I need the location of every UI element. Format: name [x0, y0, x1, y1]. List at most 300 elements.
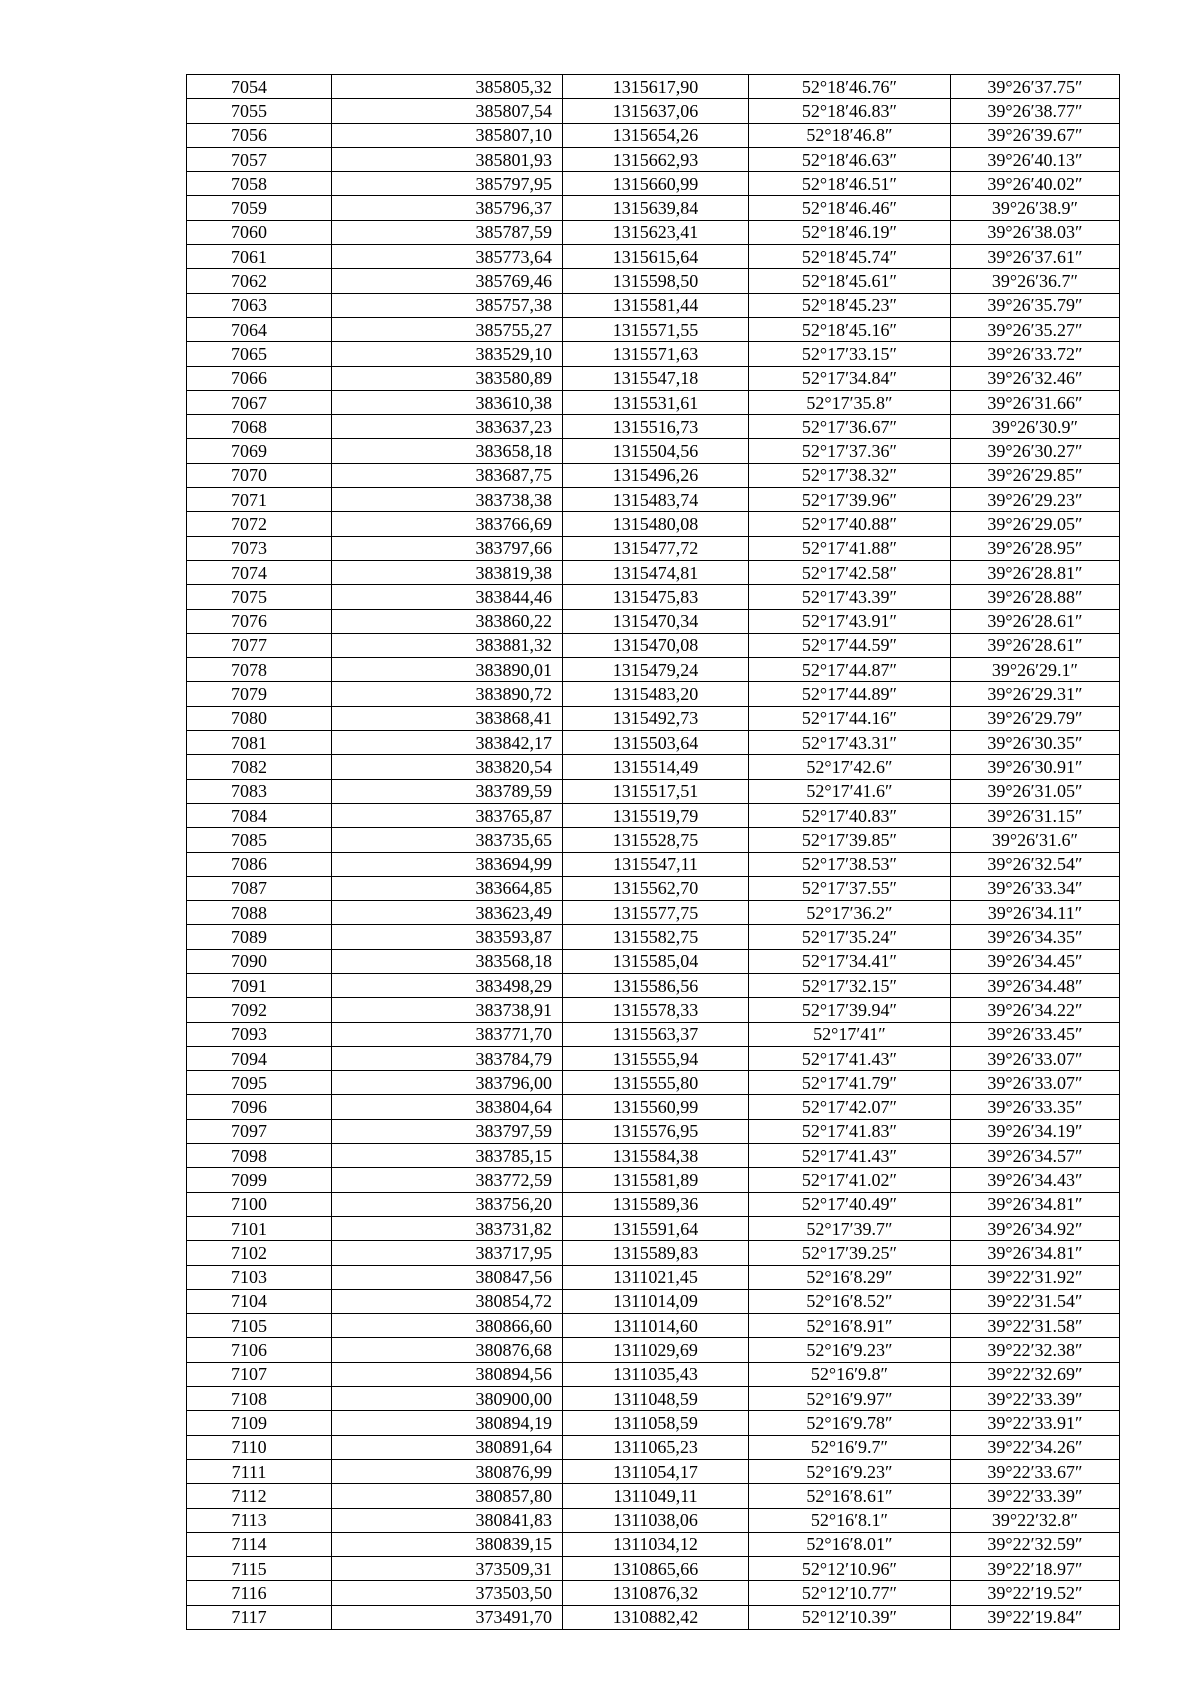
longitude-cell: 39°22′32.69″ [951, 1362, 1120, 1386]
point-number-cell: 7108 [187, 1387, 332, 1411]
y-coordinate-cell: 1315576,95 [563, 1119, 749, 1143]
y-coordinate-cell: 1315585,04 [563, 949, 749, 973]
y-coordinate-cell: 1315519,79 [563, 803, 749, 827]
point-number-cell: 7115 [187, 1557, 332, 1581]
latitude-cell: 52°17′39.7″ [749, 1216, 951, 1240]
longitude-cell: 39°26′32.54″ [951, 852, 1120, 876]
longitude-cell: 39°26′31.66″ [951, 390, 1120, 414]
latitude-cell: 52°17′35.8″ [749, 390, 951, 414]
latitude-cell: 52°16′9.23″ [749, 1338, 951, 1362]
y-coordinate-cell: 1311029,69 [563, 1338, 749, 1362]
y-coordinate-cell: 1315589,36 [563, 1192, 749, 1216]
x-coordinate-cell: 380900,00 [332, 1387, 563, 1411]
y-coordinate-cell: 1311058,59 [563, 1411, 749, 1435]
latitude-cell: 52°17′41.43″ [749, 1144, 951, 1168]
longitude-cell: 39°22′19.84″ [951, 1605, 1120, 1629]
table-row [187, 1119, 1120, 1143]
latitude-cell: 52°16′9.7″ [749, 1435, 951, 1459]
point-number-cell: 7078 [187, 658, 332, 682]
table-row [187, 293, 1120, 317]
x-coordinate-cell: 380891,64 [332, 1435, 563, 1459]
latitude-cell: 52°17′39.25″ [749, 1241, 951, 1265]
table-row [187, 852, 1120, 876]
table-row [187, 1168, 1120, 1192]
point-number-cell: 7068 [187, 415, 332, 439]
y-coordinate-cell: 1315555,80 [563, 1071, 749, 1095]
table-row [187, 75, 1120, 99]
y-coordinate-cell: 1315577,75 [563, 901, 749, 925]
table-row [187, 1338, 1120, 1362]
x-coordinate-cell: 385769,46 [332, 269, 563, 293]
x-coordinate-cell: 380894,19 [332, 1411, 563, 1435]
latitude-cell: 52°16′9.8″ [749, 1362, 951, 1386]
latitude-cell: 52°18′46.51″ [749, 172, 951, 196]
y-coordinate-cell: 1311065,23 [563, 1435, 749, 1459]
latitude-cell: 52°17′37.36″ [749, 439, 951, 463]
latitude-cell: 52°18′46.83″ [749, 99, 951, 123]
point-number-cell: 7054 [187, 75, 332, 99]
y-coordinate-cell: 1315475,83 [563, 585, 749, 609]
longitude-cell: 39°26′30.27″ [951, 439, 1120, 463]
longitude-cell: 39°26′34.43″ [951, 1168, 1120, 1192]
table-row [187, 1265, 1120, 1289]
table-row [187, 172, 1120, 196]
latitude-cell: 52°17′34.84″ [749, 366, 951, 390]
y-coordinate-cell: 1311021,45 [563, 1265, 749, 1289]
table-row [187, 196, 1120, 220]
latitude-cell: 52°17′43.39″ [749, 585, 951, 609]
table-row [187, 1241, 1120, 1265]
x-coordinate-cell: 383804,64 [332, 1095, 563, 1119]
y-coordinate-cell: 1315581,44 [563, 293, 749, 317]
x-coordinate-cell: 385807,10 [332, 123, 563, 147]
y-coordinate-cell: 1315496,26 [563, 463, 749, 487]
x-coordinate-cell: 380876,99 [332, 1459, 563, 1483]
longitude-cell: 39°26′29.79″ [951, 706, 1120, 730]
table-row [187, 779, 1120, 803]
y-coordinate-cell: 1310865,66 [563, 1557, 749, 1581]
longitude-cell: 39°22′33.39″ [951, 1484, 1120, 1508]
latitude-cell: 52°12′10.96″ [749, 1557, 951, 1581]
point-number-cell: 7072 [187, 512, 332, 536]
latitude-cell: 52°18′46.8″ [749, 123, 951, 147]
latitude-cell: 52°17′33.15″ [749, 342, 951, 366]
latitude-cell: 52°18′46.19″ [749, 220, 951, 244]
table-row [187, 147, 1120, 171]
latitude-cell: 52°17′35.24″ [749, 925, 951, 949]
table-row [187, 633, 1120, 657]
point-number-cell: 7111 [187, 1459, 332, 1483]
point-number-cell: 7070 [187, 463, 332, 487]
table-row [187, 488, 1120, 512]
table-row [187, 1557, 1120, 1581]
x-coordinate-cell: 380839,15 [332, 1532, 563, 1556]
table-row [187, 658, 1120, 682]
x-coordinate-cell: 383842,17 [332, 731, 563, 755]
y-coordinate-cell: 1315514,49 [563, 755, 749, 779]
longitude-cell: 39°26′40.13″ [951, 147, 1120, 171]
longitude-cell: 39°26′34.57″ [951, 1144, 1120, 1168]
x-coordinate-cell: 385787,59 [332, 220, 563, 244]
table-row [187, 731, 1120, 755]
longitude-cell: 39°22′32.59″ [951, 1532, 1120, 1556]
longitude-cell: 39°26′37.61″ [951, 245, 1120, 269]
y-coordinate-cell: 1315562,70 [563, 876, 749, 900]
point-number-cell: 7065 [187, 342, 332, 366]
table-row [187, 755, 1120, 779]
y-coordinate-cell: 1315637,06 [563, 99, 749, 123]
y-coordinate-cell: 1315547,18 [563, 366, 749, 390]
point-number-cell: 7101 [187, 1216, 332, 1240]
x-coordinate-cell: 383789,59 [332, 779, 563, 803]
y-coordinate-cell: 1311034,12 [563, 1532, 749, 1556]
latitude-cell: 52°17′44.16″ [749, 706, 951, 730]
table-row [187, 99, 1120, 123]
latitude-cell: 52°17′43.31″ [749, 731, 951, 755]
latitude-cell: 52°18′46.76″ [749, 75, 951, 99]
longitude-cell: 39°26′29.85″ [951, 463, 1120, 487]
point-number-cell: 7083 [187, 779, 332, 803]
longitude-cell: 39°26′34.81″ [951, 1241, 1120, 1265]
x-coordinate-cell: 383717,95 [332, 1241, 563, 1265]
y-coordinate-cell: 1311048,59 [563, 1387, 749, 1411]
y-coordinate-cell: 1315474,81 [563, 560, 749, 584]
table-row [187, 1508, 1120, 1532]
longitude-cell: 39°22′32.8″ [951, 1508, 1120, 1532]
table-row [187, 1144, 1120, 1168]
longitude-cell: 39°22′32.38″ [951, 1338, 1120, 1362]
point-number-cell: 7109 [187, 1411, 332, 1435]
x-coordinate-cell: 385796,37 [332, 196, 563, 220]
y-coordinate-cell: 1315503,64 [563, 731, 749, 755]
point-number-cell: 7113 [187, 1508, 332, 1532]
x-coordinate-cell: 383498,29 [332, 973, 563, 997]
point-number-cell: 7117 [187, 1605, 332, 1629]
y-coordinate-cell: 1315578,33 [563, 998, 749, 1022]
longitude-cell: 39°26′37.75″ [951, 75, 1120, 99]
table-row [187, 998, 1120, 1022]
x-coordinate-cell: 385801,93 [332, 147, 563, 171]
point-number-cell: 7100 [187, 1192, 332, 1216]
x-coordinate-cell: 383797,66 [332, 536, 563, 560]
longitude-cell: 39°22′33.67″ [951, 1459, 1120, 1483]
point-number-cell: 7063 [187, 293, 332, 317]
table-row [187, 1022, 1120, 1046]
y-coordinate-cell: 1315479,24 [563, 658, 749, 682]
longitude-cell: 39°26′28.95″ [951, 536, 1120, 560]
latitude-cell: 52°17′40.49″ [749, 1192, 951, 1216]
table-row [187, 439, 1120, 463]
x-coordinate-cell: 373491,70 [332, 1605, 563, 1629]
x-coordinate-cell: 383784,79 [332, 1046, 563, 1070]
x-coordinate-cell: 383529,10 [332, 342, 563, 366]
point-number-cell: 7116 [187, 1581, 332, 1605]
longitude-cell: 39°26′35.79″ [951, 293, 1120, 317]
longitude-cell: 39°26′38.03″ [951, 220, 1120, 244]
longitude-cell: 39°22′34.26″ [951, 1435, 1120, 1459]
point-number-cell: 7081 [187, 731, 332, 755]
table-row [187, 390, 1120, 414]
latitude-cell: 52°17′36.67″ [749, 415, 951, 439]
table-row [187, 828, 1120, 852]
longitude-cell: 39°26′35.27″ [951, 317, 1120, 341]
latitude-cell: 52°17′40.83″ [749, 803, 951, 827]
table-row [187, 609, 1120, 633]
point-number-cell: 7077 [187, 633, 332, 657]
latitude-cell: 52°17′32.15″ [749, 973, 951, 997]
table-row [187, 220, 1120, 244]
point-number-cell: 7091 [187, 973, 332, 997]
longitude-cell: 39°26′28.81″ [951, 560, 1120, 584]
point-number-cell: 7114 [187, 1532, 332, 1556]
longitude-cell: 39°26′28.88″ [951, 585, 1120, 609]
longitude-cell: 39°26′29.1″ [951, 658, 1120, 682]
longitude-cell: 39°26′32.46″ [951, 366, 1120, 390]
latitude-cell: 52°18′45.23″ [749, 293, 951, 317]
latitude-cell: 52°17′40.88″ [749, 512, 951, 536]
point-number-cell: 7071 [187, 488, 332, 512]
table-row [187, 876, 1120, 900]
point-number-cell: 7087 [187, 876, 332, 900]
y-coordinate-cell: 1315581,89 [563, 1168, 749, 1192]
x-coordinate-cell: 383731,82 [332, 1216, 563, 1240]
longitude-cell: 39°26′30.9″ [951, 415, 1120, 439]
point-number-cell: 7085 [187, 828, 332, 852]
point-number-cell: 7069 [187, 439, 332, 463]
point-number-cell: 7097 [187, 1119, 332, 1143]
y-coordinate-cell: 1315591,64 [563, 1216, 749, 1240]
y-coordinate-cell: 1311035,43 [563, 1362, 749, 1386]
point-number-cell: 7079 [187, 682, 332, 706]
x-coordinate-cell: 383820,54 [332, 755, 563, 779]
latitude-cell: 52°17′41.79″ [749, 1071, 951, 1095]
latitude-cell: 52°12′10.77″ [749, 1581, 951, 1605]
longitude-cell: 39°26′33.72″ [951, 342, 1120, 366]
latitude-cell: 52°17′34.41″ [749, 949, 951, 973]
x-coordinate-cell: 383623,49 [332, 901, 563, 925]
y-coordinate-cell: 1315654,26 [563, 123, 749, 147]
point-number-cell: 7095 [187, 1071, 332, 1095]
y-coordinate-cell: 1315615,64 [563, 245, 749, 269]
point-number-cell: 7062 [187, 269, 332, 293]
point-number-cell: 7058 [187, 172, 332, 196]
y-coordinate-cell: 1315492,73 [563, 706, 749, 730]
y-coordinate-cell: 1315571,63 [563, 342, 749, 366]
longitude-cell: 39°22′31.92″ [951, 1265, 1120, 1289]
table-row [187, 366, 1120, 390]
point-number-cell: 7099 [187, 1168, 332, 1192]
point-number-cell: 7093 [187, 1022, 332, 1046]
longitude-cell: 39°26′34.92″ [951, 1216, 1120, 1240]
point-number-cell: 7092 [187, 998, 332, 1022]
y-coordinate-cell: 1315528,75 [563, 828, 749, 852]
x-coordinate-cell: 385755,27 [332, 317, 563, 341]
latitude-cell: 52°16′9.97″ [749, 1387, 951, 1411]
x-coordinate-cell: 383868,41 [332, 706, 563, 730]
longitude-cell: 39°26′31.05″ [951, 779, 1120, 803]
latitude-cell: 52°16′8.52″ [749, 1289, 951, 1313]
point-number-cell: 7105 [187, 1314, 332, 1338]
point-number-cell: 7080 [187, 706, 332, 730]
table-row [187, 1387, 1120, 1411]
table-row [187, 949, 1120, 973]
x-coordinate-cell: 383580,89 [332, 366, 563, 390]
y-coordinate-cell: 1315662,93 [563, 147, 749, 171]
table-row [187, 1362, 1120, 1386]
longitude-cell: 39°26′34.48″ [951, 973, 1120, 997]
latitude-cell: 52°18′46.46″ [749, 196, 951, 220]
y-coordinate-cell: 1315660,99 [563, 172, 749, 196]
x-coordinate-cell: 380876,68 [332, 1338, 563, 1362]
x-coordinate-cell: 380847,56 [332, 1265, 563, 1289]
latitude-cell: 52°17′41.02″ [749, 1168, 951, 1192]
table-row [187, 1435, 1120, 1459]
table-row [187, 560, 1120, 584]
y-coordinate-cell: 1315470,34 [563, 609, 749, 633]
latitude-cell: 52°17′36.2″ [749, 901, 951, 925]
table-row [187, 536, 1120, 560]
longitude-cell: 39°26′29.05″ [951, 512, 1120, 536]
point-number-cell: 7066 [187, 366, 332, 390]
point-number-cell: 7104 [187, 1289, 332, 1313]
y-coordinate-cell: 1315563,37 [563, 1022, 749, 1046]
point-number-cell: 7055 [187, 99, 332, 123]
latitude-cell: 52°16′8.29″ [749, 1265, 951, 1289]
x-coordinate-cell: 383738,38 [332, 488, 563, 512]
point-number-cell: 7082 [187, 755, 332, 779]
longitude-cell: 39°26′34.22″ [951, 998, 1120, 1022]
point-number-cell: 7089 [187, 925, 332, 949]
longitude-cell: 39°26′33.34″ [951, 876, 1120, 900]
y-coordinate-cell: 1311014,09 [563, 1289, 749, 1313]
x-coordinate-cell: 380854,72 [332, 1289, 563, 1313]
table-row [187, 1459, 1120, 1483]
table-row [187, 1046, 1120, 1070]
y-coordinate-cell: 1315483,74 [563, 488, 749, 512]
latitude-cell: 52°16′8.1″ [749, 1508, 951, 1532]
longitude-cell: 39°22′31.58″ [951, 1314, 1120, 1338]
x-coordinate-cell: 380866,60 [332, 1314, 563, 1338]
latitude-cell: 52°16′8.91″ [749, 1314, 951, 1338]
x-coordinate-cell: 383593,87 [332, 925, 563, 949]
point-number-cell: 7075 [187, 585, 332, 609]
y-coordinate-cell: 1315584,38 [563, 1144, 749, 1168]
y-coordinate-cell: 1315617,90 [563, 75, 749, 99]
latitude-cell: 52°17′42.58″ [749, 560, 951, 584]
longitude-cell: 39°26′33.45″ [951, 1022, 1120, 1046]
x-coordinate-cell: 385805,32 [332, 75, 563, 99]
longitude-cell: 39°22′33.39″ [951, 1387, 1120, 1411]
x-coordinate-cell: 385797,95 [332, 172, 563, 196]
point-number-cell: 7074 [187, 560, 332, 584]
longitude-cell: 39°26′33.07″ [951, 1046, 1120, 1070]
y-coordinate-cell: 1315516,73 [563, 415, 749, 439]
y-coordinate-cell: 1315589,83 [563, 1241, 749, 1265]
x-coordinate-cell: 383796,00 [332, 1071, 563, 1095]
x-coordinate-cell: 383610,38 [332, 390, 563, 414]
x-coordinate-cell: 383772,59 [332, 1168, 563, 1192]
table-row [187, 1314, 1120, 1338]
table-row [187, 706, 1120, 730]
longitude-cell: 39°26′40.02″ [951, 172, 1120, 196]
y-coordinate-cell: 1310876,32 [563, 1581, 749, 1605]
latitude-cell: 52°18′45.74″ [749, 245, 951, 269]
x-coordinate-cell: 383785,15 [332, 1144, 563, 1168]
latitude-cell: 52°18′46.63″ [749, 147, 951, 171]
longitude-cell: 39°26′34.11″ [951, 901, 1120, 925]
longitude-cell: 39°26′31.15″ [951, 803, 1120, 827]
x-coordinate-cell: 380841,83 [332, 1508, 563, 1532]
latitude-cell: 52°17′42.6″ [749, 755, 951, 779]
y-coordinate-cell: 1315480,08 [563, 512, 749, 536]
table-row [187, 269, 1120, 293]
table-row [187, 925, 1120, 949]
point-number-cell: 7060 [187, 220, 332, 244]
y-coordinate-cell: 1315547,11 [563, 852, 749, 876]
longitude-cell: 39°26′29.23″ [951, 488, 1120, 512]
longitude-cell: 39°22′31.54″ [951, 1289, 1120, 1313]
x-coordinate-cell: 380894,56 [332, 1362, 563, 1386]
x-coordinate-cell: 373503,50 [332, 1581, 563, 1605]
longitude-cell: 39°26′36.7″ [951, 269, 1120, 293]
x-coordinate-cell: 383819,38 [332, 560, 563, 584]
point-number-cell: 7106 [187, 1338, 332, 1362]
table-row [187, 415, 1120, 439]
y-coordinate-cell: 1315555,94 [563, 1046, 749, 1070]
table-row [187, 803, 1120, 827]
x-coordinate-cell: 383694,99 [332, 852, 563, 876]
table-row [187, 1532, 1120, 1556]
y-coordinate-cell: 1311054,17 [563, 1459, 749, 1483]
table-row [187, 1071, 1120, 1095]
y-coordinate-cell: 1315470,08 [563, 633, 749, 657]
x-coordinate-cell: 383756,20 [332, 1192, 563, 1216]
latitude-cell: 52°17′44.59″ [749, 633, 951, 657]
point-number-cell: 7110 [187, 1435, 332, 1459]
y-coordinate-cell: 1315571,55 [563, 317, 749, 341]
x-coordinate-cell: 383765,87 [332, 803, 563, 827]
table-row [187, 245, 1120, 269]
point-number-cell: 7061 [187, 245, 332, 269]
x-coordinate-cell: 383890,72 [332, 682, 563, 706]
table-row [187, 1605, 1120, 1629]
longitude-cell: 39°26′34.81″ [951, 1192, 1120, 1216]
longitude-cell: 39°26′33.35″ [951, 1095, 1120, 1119]
y-coordinate-cell: 1315517,51 [563, 779, 749, 803]
latitude-cell: 52°17′41.83″ [749, 1119, 951, 1143]
latitude-cell: 52°17′38.53″ [749, 852, 951, 876]
y-coordinate-cell: 1315483,20 [563, 682, 749, 706]
table-row [187, 1216, 1120, 1240]
longitude-cell: 39°22′19.52″ [951, 1581, 1120, 1605]
point-number-cell: 7056 [187, 123, 332, 147]
y-coordinate-cell: 1311014,60 [563, 1314, 749, 1338]
longitude-cell: 39°26′39.67″ [951, 123, 1120, 147]
longitude-cell: 39°22′33.91″ [951, 1411, 1120, 1435]
y-coordinate-cell: 1315560,99 [563, 1095, 749, 1119]
y-coordinate-cell: 1315639,84 [563, 196, 749, 220]
x-coordinate-cell: 383797,59 [332, 1119, 563, 1143]
x-coordinate-cell: 383637,23 [332, 415, 563, 439]
latitude-cell: 52°17′44.89″ [749, 682, 951, 706]
point-number-cell: 7098 [187, 1144, 332, 1168]
y-coordinate-cell: 1315598,50 [563, 269, 749, 293]
latitude-cell: 52°16′9.78″ [749, 1411, 951, 1435]
table-row [187, 1484, 1120, 1508]
y-coordinate-cell: 1315623,41 [563, 220, 749, 244]
point-number-cell: 7102 [187, 1241, 332, 1265]
y-coordinate-cell: 1315582,75 [563, 925, 749, 949]
